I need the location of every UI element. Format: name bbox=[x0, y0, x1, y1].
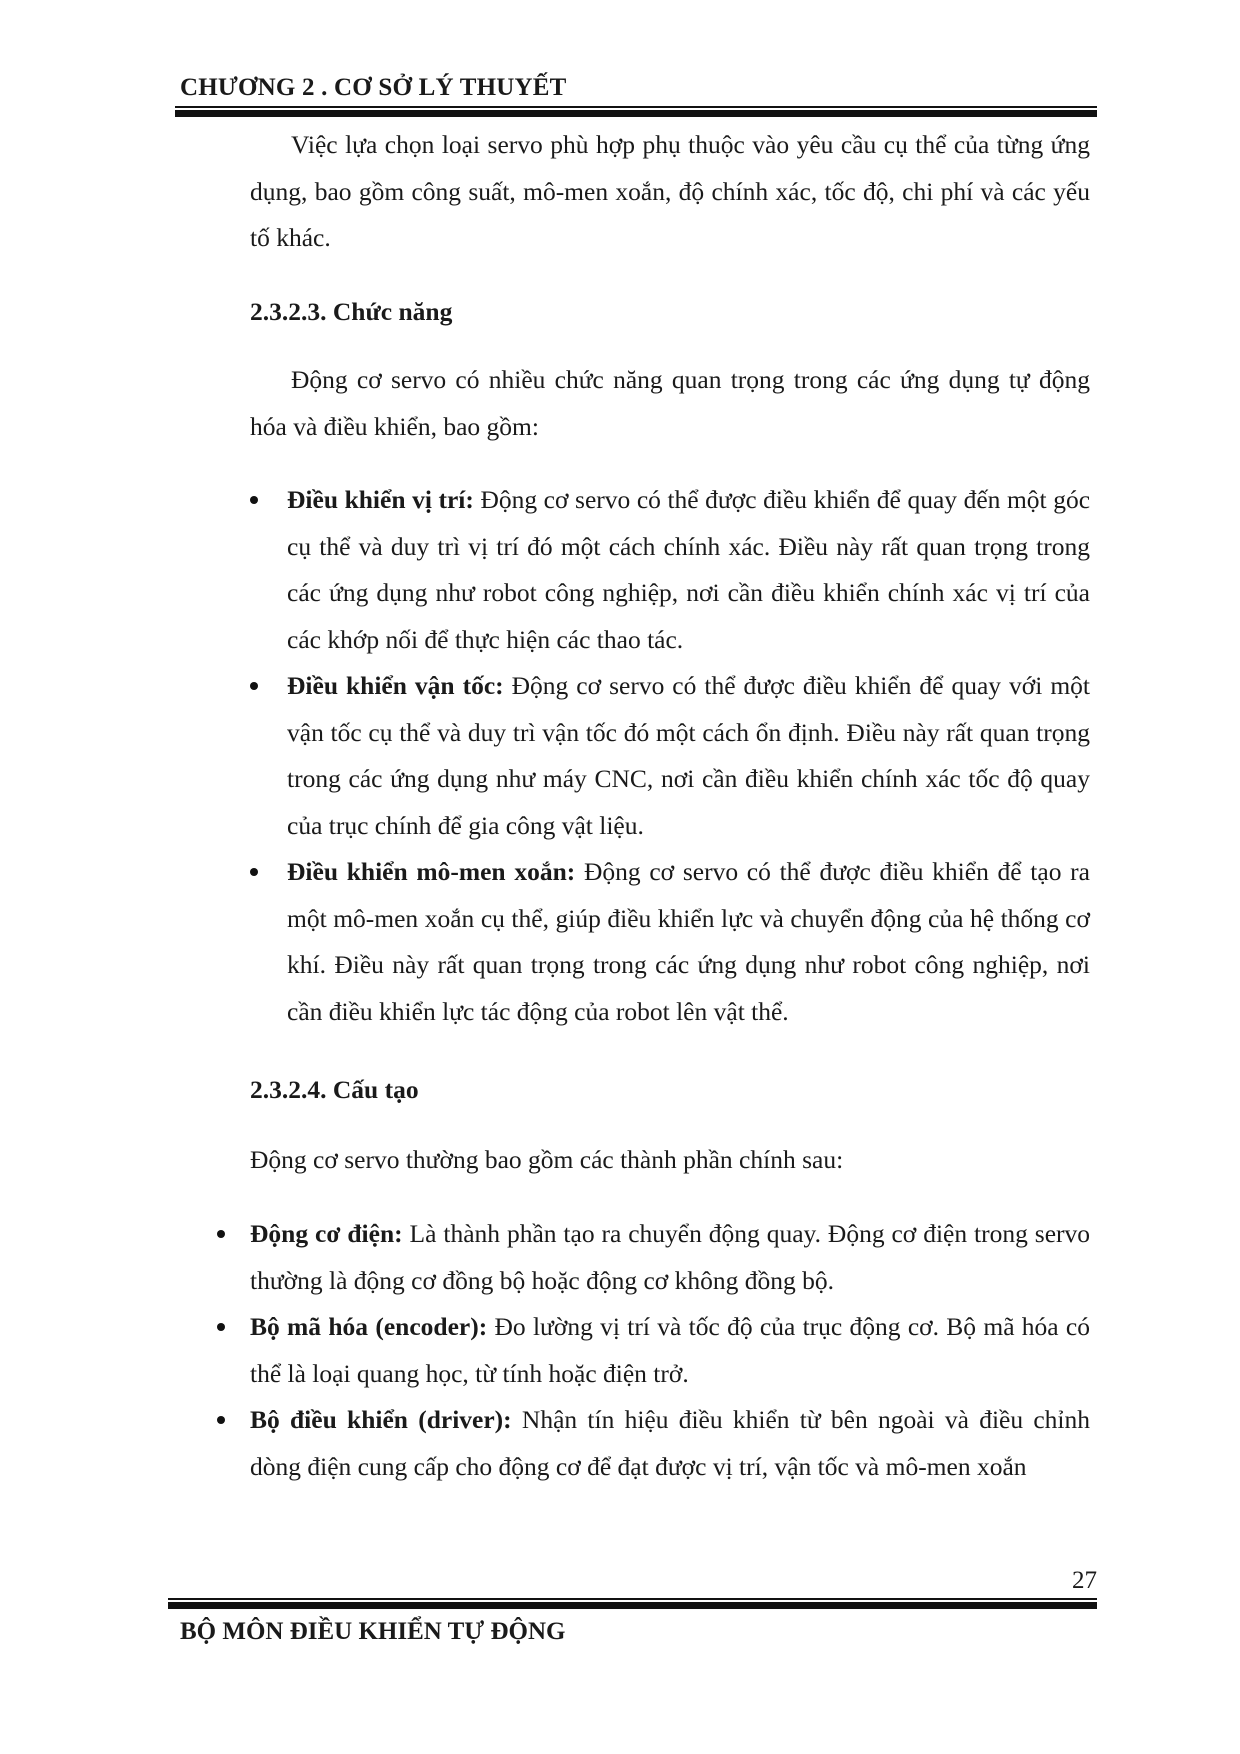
department-name: BỘ MÔN ĐIỀU KHIỂN TỰ ĐỘNG bbox=[180, 1618, 566, 1645]
bullet-icon bbox=[217, 1323, 225, 1331]
header-rule-thin bbox=[175, 106, 1097, 108]
structure-intro: Động cơ servo thường bao gồm các thành phần chính sau: bbox=[250, 1145, 844, 1174]
header-rule-thick bbox=[175, 110, 1097, 117]
list-item-term: Bộ điều khiển (driver): bbox=[250, 1405, 512, 1434]
list-item bbox=[250, 1397, 1090, 1490]
intro-paragraph: Việc lựa chọn loại servo phù hợp phụ thuộc vào yêu cầu cụ thể của từng ứng dụng, bao gồm công suất, mô-men xoắn, độ chính xác, tốc độ, chi phí và các yếu tố khác. bbox=[250, 130, 1090, 252]
list-item-term: Động cơ điện: bbox=[250, 1219, 403, 1248]
chapter-title: CHƯƠNG 2 . CƠ SỞ LÝ THUYẾT bbox=[180, 74, 567, 101]
list-item-text: Đo lường vị trí và tốc độ của trục động cơ. Bộ mã hóa có thể là loại quang học, từ tính hoặc điện trở. bbox=[250, 1312, 1090, 1388]
list-item bbox=[250, 1211, 1090, 1304]
list-item bbox=[287, 477, 1090, 663]
footer-rule-thick bbox=[168, 1602, 1097, 1609]
bullet-icon bbox=[250, 496, 258, 504]
section-heading-functions: 2.3.2.3. Chức năng bbox=[250, 297, 453, 326]
bullet-icon bbox=[217, 1416, 225, 1424]
list-item-text: Động cơ servo có thể được điều khiển để quay đến một góc cụ thể và duy trì vị trí đó một cách chính xác. Điều này rất quan trọng trong các ứng dụng như robot công nghiệp, nơi cần điều khiển chính xác vị trí của các khớp nối để thực hiện các thao tác. bbox=[287, 485, 1091, 654]
list-item-term: Điều khiển mô-men xoắn: bbox=[287, 857, 576, 886]
bullet-icon bbox=[217, 1230, 225, 1238]
structure-list bbox=[250, 1211, 1090, 1490]
bullet-icon bbox=[250, 868, 258, 876]
page-number: 27 bbox=[1072, 1567, 1097, 1594]
list-item-term: Điều khiển vận tốc: bbox=[287, 671, 504, 700]
list-item-text: Động cơ servo có thể được điều khiển để quay với một vận tốc cụ thể và duy trì vận tốc đó một cách ổn định. Điều này rất quan trọng trong các ứng dụng như máy CNC, nơi cần điều khiển chính xác tốc độ quay của trục chính để gia công vật liệu. bbox=[287, 671, 1090, 840]
functions-intro: Động cơ servo có nhiều chức năng quan trọng trong các ứng dụng tự động hóa và điều khiển, bao gồm: bbox=[250, 365, 1090, 441]
section-heading-structure: 2.3.2.4. Cấu tạo bbox=[250, 1075, 419, 1104]
list-item bbox=[287, 849, 1090, 1035]
list-item bbox=[287, 663, 1090, 849]
list-item-text: Động cơ servo có thể được điều khiển để tạo ra một mô-men xoắn cụ thể, giúp điều khiển lực và chuyển động của hệ thống cơ khí. Điều này rất quan trọng trong các ứng dụng như robot công nghiệp, nơi cần điều khiển lực tác động của robot lên vật thể. bbox=[287, 857, 1090, 1026]
functions-list bbox=[287, 477, 1090, 1035]
list-item-text: Nhận tín hiệu điều khiển từ bên ngoài và điều chỉnh dòng điện cung cấp cho động cơ để đạt được vị trí, vận tốc và mô-men xoắn bbox=[250, 1405, 1090, 1481]
list-item-term: Bộ mã hóa (encoder): bbox=[250, 1312, 488, 1341]
list-item-term: Điều khiển vị trí: bbox=[287, 485, 474, 514]
list-item bbox=[250, 1304, 1090, 1397]
bullet-icon bbox=[250, 682, 258, 690]
list-item-text: Là thành phần tạo ra chuyển động quay. Động cơ điện trong servo thường là động cơ đồng bộ hoặc động cơ không đồng bộ. bbox=[250, 1219, 1091, 1295]
footer-rule-thin bbox=[168, 1598, 1097, 1600]
